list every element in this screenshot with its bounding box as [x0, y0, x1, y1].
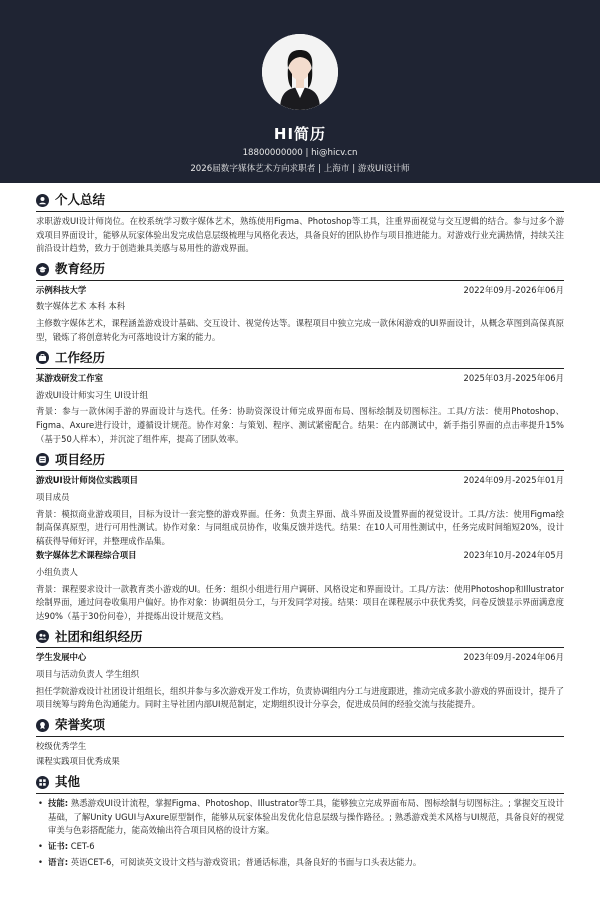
contact-info: 18800000000 | hi@hicv.cn: [242, 148, 358, 158]
section-title: 个人总结: [55, 192, 106, 208]
honor-item: 校级优秀学生: [36, 740, 87, 751]
education-major: 数字媒体艺术 本科 本科: [36, 301, 126, 312]
project-text: 背景：课程要求设计一款教育类小游戏的UI。任务：组织小组进行用户调研、风格设定和界面设计。工具/方法：使用Photoshop和Illustrator绘制界面，通过问卷收集用户偏好。协作对象：协调组员分工，与开发同学对接。结果：项目在课程展示中获优秀奖，问卷反馈显示界面满意度达90%（基于30份问卷），并提炼出设计规范文档。: [36, 583, 564, 621]
education-row: [36, 284, 564, 298]
section-header: [36, 772, 564, 794]
project-name: 数字媒体艺术课程综合项目: [36, 550, 137, 561]
club-section: [36, 626, 564, 711]
section-title: 荣誉奖项: [55, 717, 106, 733]
job-intent: 2026届数字媒体艺术方向求职者 | 上海市 | 游戏UI设计师: [190, 164, 410, 174]
project-text: 背景：模拟商业游戏项目，目标为设计一套完整的游戏界面。任务：负责主界面、战斗界面及设置界面的视觉设计。工具/方法：使用Figma绘制高保真原型，进行可用性测试。协作对象：与同组成员协作，收集反馈并迭代。结果：在10人可用性测试中，任务完成时间缩短20%，设计稿获得导师好评，并整理成作品集。: [36, 508, 564, 546]
project-role: 项目成员: [36, 491, 70, 502]
resume-header: [0, 0, 600, 183]
work-row: [36, 372, 564, 386]
school-name: 示例科技大学: [36, 284, 87, 295]
work-text: 背景：参与一款休闲手游的界面设计与迭代。任务：协助资深设计师完成界面布局、图标绘制及切图标注。工具/方法：使用Photoshop、Figma、Axure进行设计，遵循设计规范。协作对象：与策划、程序、测试紧密配合。结果：在内部测试中，新手指引界面的点击率提升15%（基于50人样本），并沉淀了组件库，提高了团队效率。: [36, 406, 564, 444]
item-text: 英语CET-6，可阅读英文设计文档与游戏资讯；普通话标准，具备良好的书面与口头表达能力。: [68, 856, 422, 867]
honors-section: [36, 715, 564, 769]
item-text: CET-6: [68, 840, 95, 851]
list-item: [36, 840, 564, 854]
others-section: [36, 772, 564, 869]
work-date: 2025年03月-2025年06月: [463, 373, 564, 384]
summary-text: 求职游戏UI设计师岗位。在校系统学习数字媒体艺术，熟练使用Figma、Photoshop等工具，注重界面视觉与交互逻辑的结合。参与过多个游戏项目界面设计，能够从玩家体验出发完成信息层级梳理与风格化表达，具备良好的团队协作与项目推进能力。对游戏行业充满热情，持续关注前沿设计趋势，致力于创造兼具美感与易用性的游戏界面。: [36, 216, 564, 254]
honor-item: 课程实践项目优秀成果: [36, 756, 120, 767]
work-section: [36, 347, 564, 446]
graduation-cap-icon: [36, 263, 49, 276]
section-header: [36, 449, 564, 471]
project-date: 2024年09月-2025年01月: [463, 475, 564, 486]
project-name: 游戏UI设计师岗位实践项目: [36, 475, 139, 486]
grid-icon: [36, 776, 49, 789]
project-row: [36, 549, 564, 563]
section-header: [36, 190, 564, 212]
section-title: 教育经历: [55, 261, 106, 277]
work-role: 游戏UI设计师实习生 UI设计组: [36, 389, 148, 400]
company-name: 某游戏研发工作室: [36, 373, 103, 384]
section-header: [36, 347, 564, 369]
section-header: [36, 715, 564, 737]
club-row: [36, 651, 564, 665]
club-date: 2023年09月-2024年06月: [463, 652, 564, 663]
club-role: 项目与活动负责人 学生组织: [36, 669, 140, 680]
section-title: 社团和组织经历: [55, 628, 143, 644]
project-role: 小组负责人: [36, 566, 78, 577]
list-item: [36, 797, 564, 838]
others-list: [36, 797, 564, 869]
section-title: 项目经历: [55, 451, 106, 467]
section-header: [36, 626, 564, 648]
item-label: 语言:: [48, 856, 69, 867]
briefcase-icon: [36, 351, 49, 364]
group-icon: [36, 630, 49, 643]
section-title: 其他: [55, 774, 81, 790]
project-icon: [36, 453, 49, 466]
org-name: 学生发展中心: [36, 652, 87, 663]
item-text: 熟悉游戏UI设计流程，掌握Figma、Photoshop、Illustrator等工具，能够独立完成界面布局、图标绘制与切图标注。; 掌握交互设计基础，了解Unity UGUI与Axure原型制作，能够从玩家体验出发优化信息层级与操作路径。; 熟悉游戏美术风格与UI规范，具备良好的视觉审美与色彩搭配能力，能高效输出符合项目风格的设计方案。: [48, 798, 564, 836]
award-icon: [36, 719, 49, 732]
projects-section: [36, 449, 564, 623]
person-icon: [36, 194, 49, 207]
profile-photo: [262, 34, 338, 110]
project-date: 2023年10月-2024年05月: [463, 550, 564, 561]
section-title: 工作经历: [55, 349, 106, 365]
project-row: [36, 474, 564, 488]
item-label: 证书:: [48, 840, 69, 851]
list-item: [36, 856, 564, 870]
candidate-name: HI简历: [273, 125, 327, 143]
summary-section: [36, 190, 564, 256]
education-text: 主修数字媒体艺术，课程涵盖游戏设计基础、交互设计、视觉传达等。课程项目中独立完成一款休闲游戏的UI界面设计，从概念草图到高保真原型，锻炼了将创意转化为可落地设计方案的能力。: [36, 318, 564, 342]
section-header: [36, 259, 564, 281]
education-section: [36, 259, 564, 344]
club-text: 担任学院游戏设计社团设计组组长，组织并参与多次游戏开发工作坊，负责协调组内分工与进度跟进，推动完成多款小游戏的界面设计，提升了项目统筹与跨角色沟通能力。同时主导社团内部UI规范制定，定期组织设计分享会，促进成员间的经验交流与技能提升。: [36, 685, 564, 710]
education-date: 2022年09月-2026年06月: [463, 284, 564, 295]
item-label: 技能:: [48, 798, 69, 809]
